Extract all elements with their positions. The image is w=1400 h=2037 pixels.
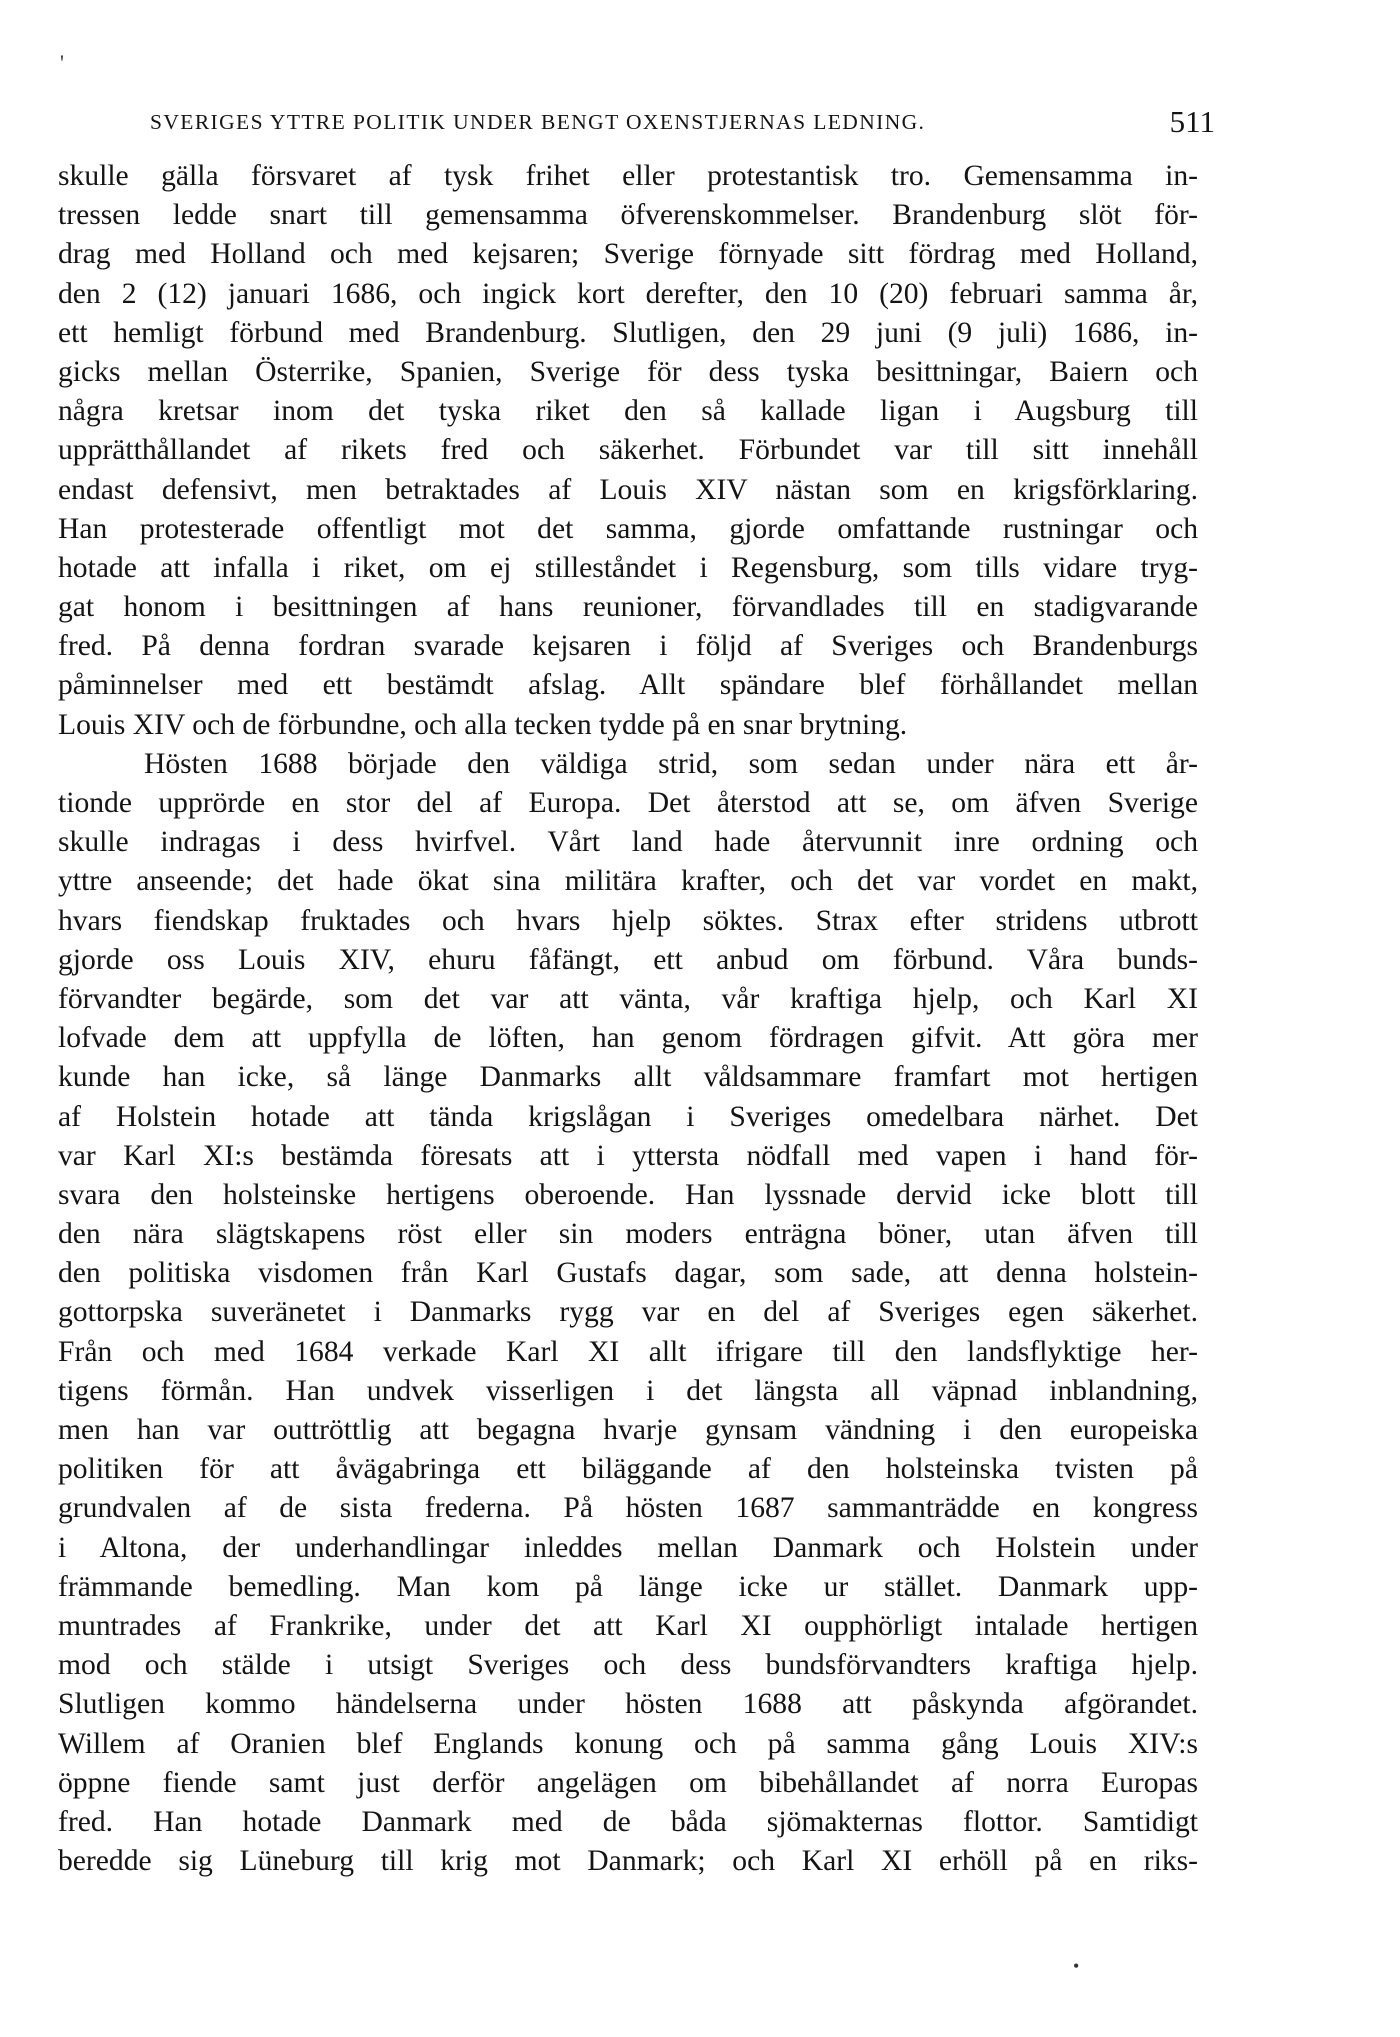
text-line: främmande bemedling. Man kom på länge icke ur stället. Danmark upp- bbox=[58, 1570, 1198, 1603]
text-line: ett hemligt förbund med Brandenburg. Slutligen, den 29 juni (9 juli) 1686, in- bbox=[58, 316, 1198, 349]
text-line: lofvade dem att uppfylla de löften, han genom fördragen gifvit. Att göra mer bbox=[58, 1022, 1198, 1055]
text-line: Slutligen kommo händelserna under hösten 1688 att påskynda afgörandet. bbox=[58, 1688, 1198, 1721]
text-line: öppne fiende samt just derför angelägen om bibehållandet af norra Europas bbox=[58, 1766, 1198, 1799]
text-line: beredde sig Lüneburg till krig mot Danmark; och Karl XI erhöll på en riks- bbox=[58, 1845, 1198, 1878]
text-line: gjorde oss Louis XIV, ehuru fåfängt, ett anbud om förbund. Våra bunds- bbox=[58, 943, 1198, 976]
text-line: några kretsar inom det tyska riket den så kallade ligan i Augsburg till bbox=[58, 395, 1198, 428]
text-line: Från och med 1684 verkade Karl XI allt ifrigare till den landsflyktige her- bbox=[58, 1335, 1198, 1368]
text-line: kunde han icke, så länge Danmarks allt våldsammare framfart mot hertigen bbox=[58, 1061, 1198, 1094]
text-line: hvars fiendskap fruktades och hvars hjelp söktes. Strax efter stridens utbrott bbox=[58, 904, 1198, 937]
text-line: af Holstein hotade att tända krigslågan i Sveriges omedelbara närhet. Det bbox=[58, 1100, 1198, 1133]
text-line: skulle indragas i dess hvirfvel. Vårt land hade återvunnit inre ordning och bbox=[58, 826, 1198, 859]
stray-mark-bottom: • bbox=[1073, 1956, 1080, 1976]
stray-mark-top: ' bbox=[60, 50, 64, 75]
page-number: 511 bbox=[1169, 104, 1215, 139]
text-line: Willem af Oranien blef Englands konung och på samma gång Louis XIV:s bbox=[58, 1727, 1198, 1760]
text-line: men han var outtröttlig att begagna hvarje gynsam vändning i den europeiska bbox=[58, 1414, 1198, 1446]
page-header bbox=[150, 104, 1215, 144]
text-line: gicks mellan Österrike, Spanien, Sverige för dess tyska besittningar, Baiern och bbox=[58, 355, 1198, 388]
text-line: påminnelser med ett bestämdt afslag. Allt spändare blef förhållandet mellan bbox=[58, 669, 1198, 702]
text-line: tressen ledde snart till gemensamma öfverenskommelser. Brandenburg slöt för- bbox=[58, 199, 1198, 232]
text-line: politiken för att åvägabringa ett biläggande af den holsteinska tvisten på bbox=[58, 1453, 1198, 1486]
paragraph-end-line: Louis XIV och de förbundne, och alla tecken tydde på en snar brytning. bbox=[58, 708, 908, 741]
text-line: fred. Han hotade Danmark med de båda sjömakternas flottor. Samtidigt bbox=[58, 1805, 1198, 1838]
paragraph-start-line: Hösten 1688 började den väldiga strid, som sedan under nära ett år- bbox=[144, 747, 1198, 780]
text-line: skulle gälla försvaret af tysk frihet eller protestantisk tro. Gemensamma in- bbox=[58, 160, 1198, 192]
text-line: var Karl XI:s bestämda föresats att i yttersta nödfall med vapen i hand för- bbox=[58, 1139, 1198, 1172]
text-line: tionde upprörde en stor del af Europa. Det återstod att se, om äfven Sverige bbox=[58, 787, 1198, 819]
text-line: i Altona, der underhandlingar inleddes mellan Danmark och Holstein under bbox=[58, 1531, 1198, 1564]
text-line: muntrades af Frankrike, under det att Karl XI oupphörligt intalade hertigen bbox=[58, 1609, 1198, 1642]
text-line: den politiska visdomen från Karl Gustafs dagar, som sade, att denna holstein- bbox=[58, 1257, 1198, 1290]
text-line: drag med Holland och med kejsaren; Sverige förnyade sitt fördrag med Holland, bbox=[58, 238, 1198, 271]
text-line: förvandter begärde, som det var att vänta, vår kraftiga hjelp, och Karl XI bbox=[58, 982, 1198, 1015]
text-line: svara den holsteinske hertigens oberoende. Han lyssnade dervid icke blott till bbox=[58, 1178, 1198, 1211]
text-line: tigens förmån. Han undvek visserligen i det längsta all väpnad inblandning, bbox=[58, 1374, 1198, 1407]
text-line: mod och stälde i utsigt Sveriges och dess bundsförvandters kraftiga hjelp. bbox=[58, 1649, 1198, 1682]
text-line: endast defensivt, men betraktades af Louis XIV nästan som en krigsförklaring. bbox=[58, 473, 1198, 506]
running-head: SVERIGES YTTRE POLITIK UNDER BENGT OXENSTJERNAS LEDNING. bbox=[150, 110, 926, 134]
text-line: den 2 (12) januari 1686, och ingick kort derefter, den 10 (20) februari samma år, bbox=[58, 277, 1198, 310]
text-line: fred. På denna fordran svarade kejsaren i följd af Sveriges och Brandenburgs bbox=[58, 630, 1198, 663]
text-line: den nära slägtskapens röst eller sin moders enträgna böner, utan äfven till bbox=[58, 1218, 1198, 1251]
text-line: Han protesterade offentligt mot det samma, gjorde omfattande rustningar och bbox=[58, 512, 1198, 545]
text-line: upprätthållandet af rikets fred och säkerhet. Förbundet var till sitt innehåll bbox=[58, 434, 1198, 467]
text-line: gat honom i besittningen af hans reunioner, förvandlades till en stadigvarande bbox=[58, 591, 1198, 624]
text-line: hotade att infalla i riket, om ej stilleståndet i Regensburg, som tills vidare tryg- bbox=[58, 551, 1198, 584]
text-line: gottorpska suveränetet i Danmarks rygg var en del af Sveriges egen säkerhet. bbox=[58, 1296, 1198, 1329]
text-line: yttre anseende; det hade ökat sina militära krafter, och det var vordet en makt, bbox=[58, 865, 1198, 898]
text-line: grundvalen af de sista frederna. På hösten 1687 sammanträdde en kongress bbox=[58, 1492, 1198, 1525]
body-text bbox=[58, 157, 1198, 1881]
